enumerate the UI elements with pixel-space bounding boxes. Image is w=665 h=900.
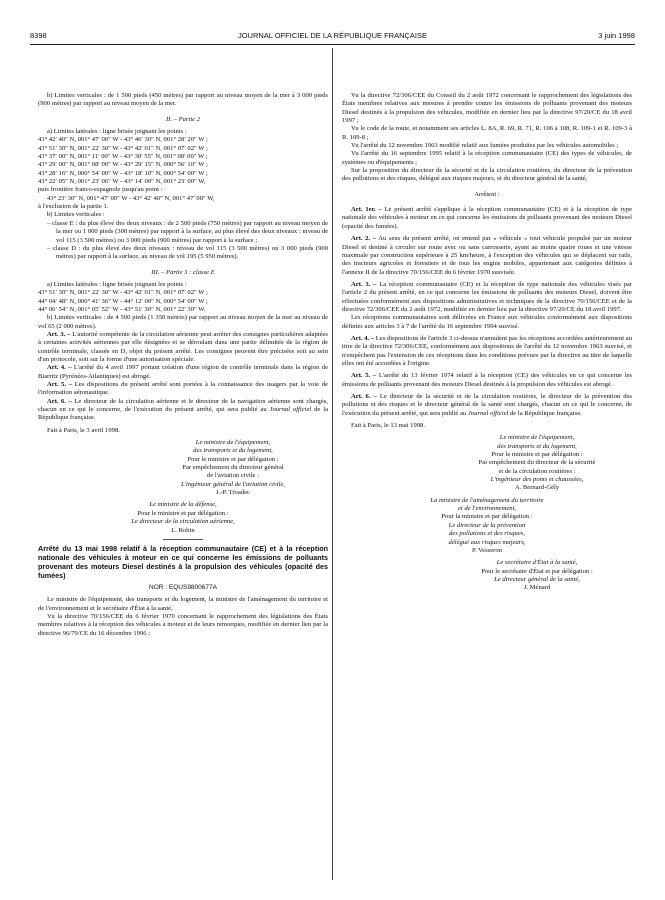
paragraph: b) Limites verticales : de 1 500 pieds (450 mètres) par rapport au niveau moyen de la mer à 3 000 pieds (900 mètres) par rapport au niveau moyen de la mer. [38,92,328,108]
coordinate-line: 43° 22′ 05″ N, 001° 23′ 06″ W - 43° 14′ 00″ N, 001° 23′ 00″ W, [38,178,206,186]
signature-line: Pour le ministre et par délégation : [187,455,279,463]
article-text: Le directeur de la sécurité et de la circulation routières, le directeur de la prévention des pollutions et des risques et le directeur général de la santé sont chargés, chacun en ce qui le concerne, de l'exécution du présent arrêté, qui sera publié au [342,393,632,417]
signature-line: Pour la ministre et par délégation : [441,513,533,521]
article-text: La réception communautaire (CE) et la réception de type nationale des véhicules visés par l'article 2 du présent arrêté, en ce qui concerne les émissions de polluants des moteurs Diesel, doivent être effectuées conformément aux dispositions administratives et techniques de la directive 70/156/CEE et de la directive 72/306/CEE du 2 août 1972, modifiée en dernier lieu par la directive 97/20/CE du 18 avril 1997. [342,280,633,313]
signatory-name: J. Ménard [523,584,551,592]
paragraph: Vu la directive 70/156/CEE du 6 février 1970 concernant le rapprochement des législations des États membres relatives à la réception des véhicules à moteur et de leurs remorques, modifiée en dernier lieu par la directive 96/79/CE du 16 décembre 1996 ; [38,612,328,637]
paragraph: a) Limites latérales : ligne brisée joignant les points : [47,128,187,136]
article-label: Art. 4. – [47,364,72,372]
article-text: L'arrêté du 4 avril 1997 portant création d'une région de contrôle terminale dans la région de Biarritz (Pyrénées-Atlantiques) est abrogé. [38,364,329,380]
article-label: Art. 6. – [351,393,377,400]
article [342,372,632,389]
coordinate-line: 43° 28′ 16″ N, 000° 54′ 00″ W - 43° 18′ 10″ N, 000° 54′ 00″ W ; [38,169,208,177]
article-text: Le présent arrêté s'applique à la réception communautaire (CE) et à la réception de type nationale des véhicules à moteur en ce qui concerne les émissions de polluants provenant des moteurs Diesel (opacité des fumées). [342,206,632,230]
article-text: de la République française. [38,406,328,422]
right-column [342,92,632,593]
arretent-heading: Arrêtent : [474,190,500,198]
signature-line: Par empêchement du directeur général [182,464,284,472]
signature-line: Pour le secrétaire d'État et par délégation : [481,567,593,575]
paragraph: Vu la directive 72/306/CEE du Conseil du 2 août 1972 concernant le rapprochement des législations des États membres relatives aux mesures à prendre contre les émissions de polluants provenant des moteurs Diesel destinés à la propulsion des véhicules, modifiée en dernier lieu par la directive 97/20/CE du 18 avril 1997 ; [342,92,632,125]
signature-line: Le secrétaire d'État à la santé, [496,559,578,567]
article [38,381,328,398]
signature-line: La ministre de l'aménagement du territoire [430,496,544,504]
coordinate-line: 43° 37′ 00″ N, 001° 11′ 00″ W - 43° 30′ 55″ N, 001° 08′ 00″ W ; [38,153,208,161]
signature-line: Le directeur de la circulation aérienne, [131,518,235,526]
separator [163,539,203,540]
coordinate-line: 43° 51′ 30″ N, 001° 22′ 30″ W - 43° 42′ 01″ N, 001° 07′ 02″ W ; [38,289,208,297]
article-text: Les dispositions de l'article 3 ci-dessus n'annulent pas les réceptions accordées antérieurement au titre de la directive 72/306/CEE, conformément aux dispositions de l'arrêté du 12 novembre 1963 susvisé, et n'empêchent pas l'extension de ces réceptions dans les conditions prévues par la directive au titre de laquelle elles ont été accordées à l'origine. [342,334,632,367]
article [38,398,328,423]
article-label: Art. 3. – [47,330,71,338]
journal-title: JOURNAL OFFICIEL DE LA RÉPUBLIQUE FRANÇAISE [237,31,428,40]
article [342,206,632,231]
signature-line: Le ministre de l'équipement, [499,434,575,442]
page-header [30,32,635,44]
signature-line: L'ingénieur des ponts et chaussées, [490,476,584,484]
section-title: II. – Partie 2 [165,115,201,123]
signatory-name: L. Robin [171,526,195,534]
paragraph: Le ministre de l'équipement, des transports et du logement, la ministre de l'aménagement du territoire et de l'environnement et le secrétaire d'État à la santé, [38,596,328,612]
signature-line: Le ministre de l'équipement, [195,439,271,447]
signature-line: de l'aviation civile : [207,472,259,480]
list-item: – classe E : du plus élevé des deux niveaux : de 2 500 pieds (750 mètres) par rapport au niveau moyen de la mer ou 1 000 pieds (300 mètres) par rapport à la surface, au plus élevé des deux niveaux : niveau de vol 115 (3 500 mètres) ou 3 000 pieds (900 mètres) par rapport à la surface ; [47,219,328,244]
paragraph: b) Limites verticales : de 4 500 pieds (1 350 mètres) par rapport au niveau moyen de la mer au niveau de vol 65 (2 000 mètres). [38,314,328,330]
paragraph: Sur la proposition du directeur de la sécurité et de la circulation routières, du directeur de la prévention des pollutions et des risques, délégué aux risques majeurs, et du directeur général de la santé, [342,167,632,183]
article-label: Art. 2. – [351,235,376,243]
coordinate-line: 43° 29′ 00″ N, 001° 08′ 00″ W - 43° 29′ 15″ N, 000° 56′ 10″ W ; [38,161,208,169]
paragraph: Vu l'arrêté du 12 novembre 1963 modifié relatif aux fumées produites par les véhicules automobiles ; [351,142,619,150]
paragraph: 43° 23′ 30″ N, 001° 47′ 00″ W - 43° 42′ 40″ N, 001° 47′ 00″ W, [47,194,215,202]
signature-line: Le directeur de la prévention [448,521,526,529]
article [342,335,632,368]
paragraph: b) Limites verticales : [47,211,105,219]
signature-line: L'ingénieur général de l'aviation civile, [180,480,286,488]
page-number: 8398 [30,31,47,40]
paragraph: a) Limites latérales : ligne brisée joignant les points : [47,280,187,288]
column-divider [332,48,333,880]
article-text: L'arrêté du 13 février 1974 relatif à la réception (CE) des véhicules en ce qui concerne les émissions de polluants provenant des moteurs Diesel destinés à la propulsion des véhicules est abrogé. [342,372,632,388]
signatory-name: A. Bernard-Gély [514,484,560,492]
coordinate-line: 44° 06′ 54″ N, 001° 05′ 52″ W - 43° 51′ 30″ N, 001° 22′ 30″ W. [38,305,206,313]
signature-line: et de l'environnement, [457,505,517,513]
nor-reference: NOR : EQUS9800677A [149,583,217,591]
signature-line: Le ministre de la défense, [149,501,217,509]
signatory-name: P. Vesseron [472,546,502,554]
coordinate-line: 43° 42′ 40″ N, 001° 47′ 00″ W - 43° 46′ 30″ N, 001° 28′ 20″ W ; [38,136,208,144]
signature-line: délégué aux risques majeurs, [448,538,526,546]
article-label: Art. 3. – [351,280,377,288]
signature-line: des transports et du logement, [497,442,577,450]
paragraph: Les réceptions communautaires sont délivrées en France aux véhicules conformément aux dispositions définies aux articles 3 à 7 de l'arrêté du 16 septembre 1994 susvisé. [342,314,632,330]
signatory-name: J.-P. Troadec [216,489,250,497]
article-text: Les dispositions du présent arrêté sont portées à la connaissance des usagers par la voie de l'information aéronautique. [38,381,328,397]
signature-line: Pour le ministre et par délégation : [137,509,229,517]
signature-line: des transports et du logement, [193,447,273,455]
issue-date: 3 juin 1998 [598,31,635,40]
journal-ref: Journal officiel [269,406,312,414]
article-text: Au sens du présent arrêté, on entend par « véhicule » tout véhicule propulsé par un moteur Diesel et destiné à circuler sur route avec ou sans carrosserie, ayant au moins quatre roues et une vitesse maximale par construction supérieure à 25 km/heure, à l'exception des véhicules qui se déplacent sur rails, des tracteurs agricoles et forestiers et de tous les engins mobiles, appartenant aux catégories définies à l'annexe II de la directive 70/156/CEE du 6 février 1970 susvisée. [342,235,632,276]
coordinate-line: 43° 51′ 30″ N, 001° 22′ 30″ W - 43° 42′ 01″ N, 001° 07′ 02″ W ; [38,144,208,152]
paragraph: Vu l'arrêté du 16 septembre 1995 relatif à la réception communautaire (CE) des types de véhicules, de systèmes ou d'équipements ; [342,150,632,166]
decree-title: Arrêté du 13 mai 1998 relatif à la réception communautaire (CE) et à la réception nationale des véhicules à moteur en ce qui concerne les émissions de polluants provenant des moteurs Diesel destinés à la propulsion des véhicules (opacité des fumées) [38,543,328,580]
article [38,364,328,381]
article-label: Art. 4. – [351,334,375,342]
signature-line: Le directeur général de la santé, [494,575,580,583]
article-label: Art. 6. – [47,397,72,405]
coordinate-line: 44° 04′ 48″ N, 000° 41′ 36″ W - 44° 12′ 00″ N, 000° 54′ 00″ W ; [38,297,208,305]
section-title: III. – Partie 3 : classe E [151,268,215,276]
article-text: Le directeur de la circulation aérienne et le directeur de la navigation aérienne sont chargés, chacun en ce qui le concerne, de l'exécution du présent arrêté, qui sera publié au [38,397,328,414]
article [342,281,632,314]
paragraph: Vu le code de la route, et notamment ses articles L. 8A, R. 69, R. 71, R. 106 à 108, R. 109-1 et R. 109-3 à R. 109-8 ; [342,125,632,141]
paragraph: puis frontière franco-espagnole jusqu'au point : [38,186,163,194]
article [342,235,632,277]
article-label: Art. 5. – [47,381,73,388]
signature-line: et de la circulation routières : [498,467,576,475]
journal-ref: Journal officiel [467,409,509,417]
article-text: L'autorité compétente de la circulation aérienne peut arrêter des consignes particulières adaptées à certaines activités aériennes par elle désignées et se déroulant dans une partie délimitée de la région de contrôle terminale, classée en D, objet du présent arrêté. Les consignes peuvent être précisées soit au sein d'un protocole, soit sur la forme d'une autorisation spéciale. [38,330,328,363]
article [38,331,328,364]
paragraph: à l'exclusion de la partie 1. [38,203,109,211]
signing-place-date: Fait à Paris, le 13 mai 1998. [351,422,425,430]
left-column [38,92,328,638]
article-label: Art. 1er. – [351,206,382,214]
signature-line: des pollutions et des risques, [448,530,525,538]
signature-line: Par empêchement du directeur de la sécurité [478,459,596,467]
header-rule [30,44,635,45]
article-label: Art. 5. – [351,372,377,380]
article [342,393,632,418]
signature-line: Pour le ministre et par délégation : [491,451,583,459]
article-text: de la République française. [508,409,582,417]
list-item: – classe D : du plus élevé des deux niveaux : niveau de vol 115 (3 500 mètres) ou 3 000 pieds (900 mètres) par rapport à la surface, au niveau de vol 195 (5 950 mètres). [47,244,328,261]
signing-place-date: Fait à Paris, le 3 avril 1998. [47,426,120,434]
